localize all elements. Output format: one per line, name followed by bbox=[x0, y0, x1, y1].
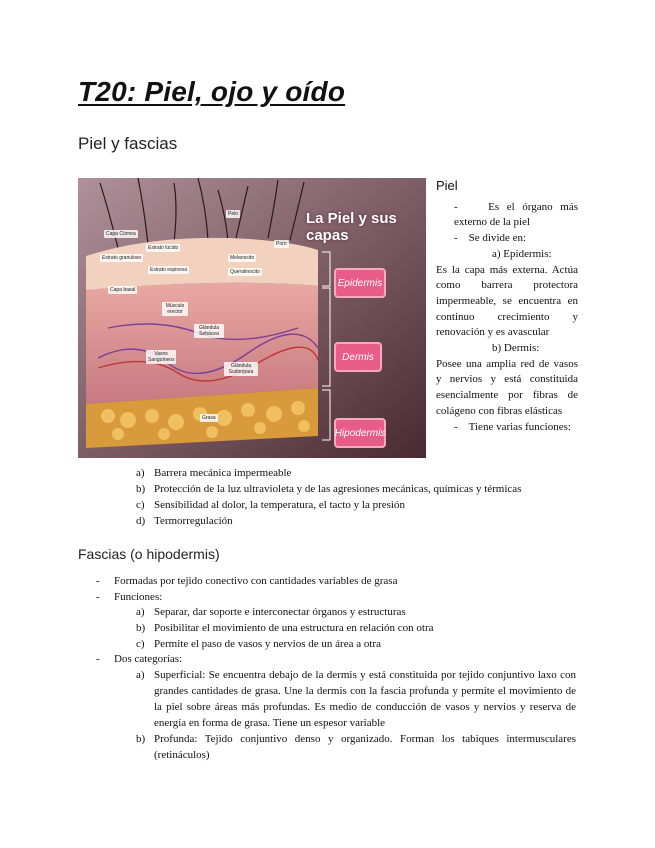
list-item-text: Sensibilidad al dolor, la temperatura, el tacto y la presión bbox=[154, 499, 405, 511]
dash-marker: - bbox=[454, 232, 458, 245]
label-capa-cornea: Capa Córnea bbox=[106, 231, 136, 237]
layer-label-hipodermis: Hipodermis bbox=[336, 420, 384, 446]
piel-bullet-2-text: Se divide en: bbox=[468, 232, 527, 245]
label-glandula-sebacea: Glándula Sebácea bbox=[194, 324, 224, 338]
list-item bbox=[136, 465, 574, 481]
piel-bullet-3-text: Tiene varias funciones: bbox=[468, 420, 571, 433]
list-item-text: Posibilitar el movimiento de una estructura en relación con otra bbox=[154, 622, 434, 634]
list-marker: c) bbox=[136, 499, 145, 511]
epidermis-label: a) Epidermis: bbox=[492, 247, 552, 260]
section-title-fascias: Fascias (o hipodermis) bbox=[78, 546, 220, 562]
label-melanocito: Melanocito bbox=[230, 255, 255, 261]
list-item bbox=[136, 636, 576, 652]
piel-bullet-2 bbox=[436, 231, 578, 247]
list-marker: c) bbox=[136, 638, 145, 650]
list-item-text: Formadas por tejido conectivo con cantidades variables de grasa bbox=[114, 575, 398, 587]
list-item bbox=[136, 604, 576, 620]
label-musculo-erector: Músculo erector bbox=[162, 302, 188, 316]
list-item-text: Permite el paso de vasos y nervios de un área a otra bbox=[154, 638, 381, 650]
dash-marker: - bbox=[96, 591, 100, 603]
list-item-text: Termorregulación bbox=[154, 515, 233, 527]
list-item-text: Protección de la luz ultravioleta y de las agresiones mecánicas, químicas y térmicas bbox=[154, 483, 522, 495]
dash-marker: - bbox=[96, 653, 100, 665]
list-marker: a) bbox=[136, 669, 145, 681]
piel-bullet-1 bbox=[436, 200, 578, 231]
label-queratinocito: Queratinocito bbox=[230, 269, 260, 275]
list-marker: b) bbox=[136, 483, 146, 495]
list-marker: d) bbox=[136, 515, 146, 527]
dash-marker: - bbox=[454, 420, 458, 433]
list-item bbox=[136, 481, 574, 497]
list-marker: a) bbox=[136, 606, 145, 618]
list-marker: a) bbox=[136, 467, 145, 479]
label-vasos-sanguineos: Vasos Sanguíneos bbox=[148, 351, 175, 363]
piel-bullet-1-text: Es el órgano más externo de la piel bbox=[454, 200, 578, 229]
section-title-piel-fascias: Piel y fascias bbox=[78, 134, 178, 153]
list-item bbox=[136, 497, 574, 513]
label-capa-basal: Capa basal bbox=[110, 287, 136, 293]
illustration-title: La Piel y sus capas bbox=[306, 210, 397, 244]
fascias-list bbox=[96, 573, 576, 605]
label-estrato-lucido: Estrato lúcido bbox=[148, 245, 179, 251]
list-item bbox=[96, 651, 576, 667]
list-item bbox=[136, 667, 576, 731]
dermis-label: b) Dermis: bbox=[492, 342, 540, 355]
list-item-text: Superficial: Se encuentra debajo de la dermis y está constituida por tejido conjuntivo laxo con grandes cantidades de grasa. Une la dermis con la fascia profunda y permite el movimiento de la piel sobre áreas más profundas. Es medio de conducción de vasos y nervios y reserva de energía en forma de grasa. Tiene un espesor variable bbox=[154, 669, 576, 729]
fascias-functions-list bbox=[136, 604, 576, 652]
list-item bbox=[136, 620, 576, 636]
list-item bbox=[136, 513, 574, 529]
epidermis-text: Es la capa más externa. Actúa como barrera protectora impermeable, se encuentra en continuo crecimiento y renovación y es avascular bbox=[436, 263, 578, 339]
list-item-text: Funciones: bbox=[114, 591, 163, 603]
layer-label-epidermis: Epidermis bbox=[336, 270, 384, 296]
piel-functions-list bbox=[136, 465, 574, 529]
label-grasa: Grasa bbox=[202, 415, 216, 421]
list-item-text: Dos categorías: bbox=[114, 653, 183, 665]
list-item bbox=[136, 731, 576, 763]
label-glandula-sudoripara: Glándula Sudorípara bbox=[224, 362, 258, 376]
dermis-text: Posee una amplia red de vasos y nervios y está constituida esencialmente por fibras de colágeno con fibras elásticas bbox=[436, 357, 578, 417]
skin-layers-illustration bbox=[78, 178, 426, 458]
dash-marker: - bbox=[454, 200, 458, 213]
label-estrato-espinoso: Estrato espinoso bbox=[150, 267, 188, 273]
piel-description bbox=[436, 178, 578, 435]
list-item bbox=[96, 589, 576, 605]
label-estrato-granuloso: Estrato granuloso bbox=[102, 255, 142, 261]
piel-heading: Piel bbox=[436, 178, 458, 193]
dash-marker: - bbox=[96, 575, 100, 587]
page-title: T20: Piel, ojo y oído bbox=[78, 76, 346, 107]
list-item-text: Barrera mecánica impermeable bbox=[154, 467, 292, 479]
label-poro: Poro bbox=[276, 241, 287, 247]
layer-label-dermis: Dermis bbox=[336, 344, 380, 370]
fascias-categories-bullet bbox=[96, 651, 576, 667]
list-item-text: Separar, dar soporte e interconectar órganos y estructuras bbox=[154, 606, 406, 618]
fascias-categories-list bbox=[136, 667, 576, 763]
list-item bbox=[96, 573, 576, 589]
list-marker: b) bbox=[136, 622, 146, 634]
label-pelo: Pelo bbox=[228, 211, 239, 217]
piel-bullet-3 bbox=[436, 420, 578, 436]
list-item-text: Profunda: Tejido conjuntivo denso y organizado. Forman los tabiques intermusculares (retináculos) bbox=[154, 733, 576, 761]
list-marker: b) bbox=[136, 733, 146, 745]
